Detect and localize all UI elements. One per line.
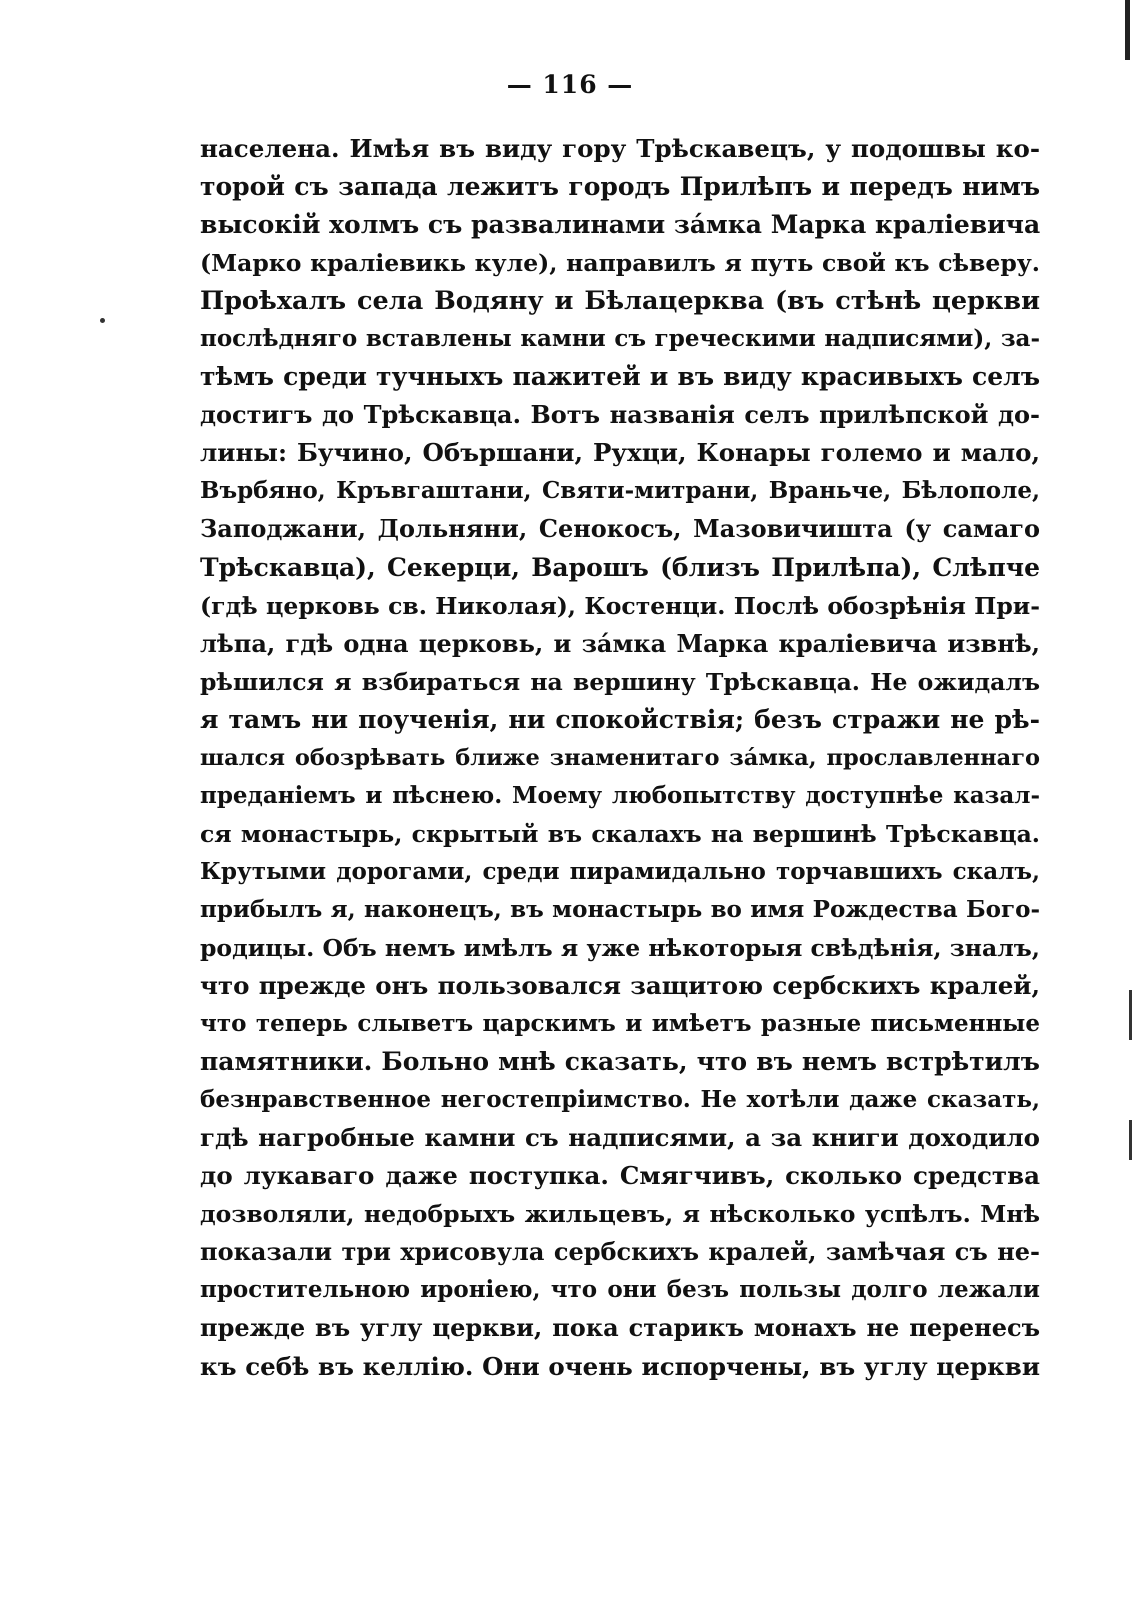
page-number: — 116 — (506, 70, 634, 99)
scan-edge-mark (1129, 1120, 1132, 1160)
text-line: что прежде онъ пользовался защитою сербскихъ кралей, (200, 971, 1040, 1001)
text-line: рѣшился я взбираться на вершину Трѣскавца. Не ожидалъ (200, 667, 1040, 696)
text-line: населена. Имѣя въ виду гору Трѣскавецъ, у подошвы ко- (200, 134, 1040, 163)
text-line: шался обозрѣвать ближе знаменитаго зáмка, прославленнаго (200, 744, 1040, 771)
text-line: безнравственное негостепріимство. Не хотѣли даже сказать, (200, 1086, 1040, 1114)
text-line: простительною ироніею, что они безъ пользы долго лежали (200, 1276, 1040, 1304)
text-line: показали три хрисовула сербскихъ кралей, замѣчая съ не- (200, 1237, 1040, 1267)
text-line: Заподжани, Дольняни, Сенокосъ, Мазовичишта (у самаго (200, 514, 1040, 544)
text-line: дозволяли, недобрыхъ жильцевъ, я нѣсколько успѣлъ. Мнѣ (200, 1200, 1040, 1229)
text-line: Трѣскавца), Секерци, Варошъ (близъ Прилѣпа), Слѣпче (200, 552, 1040, 582)
text-line: преданіемъ и пѣснею. Моему любопытству доступнѣе казал- (200, 781, 1040, 809)
text-line: Върбяно, Кръвгаштани, Святи-митрани, Враньче, Бѣлополе, (200, 477, 1040, 505)
text-line: торой съ запада лежитъ городъ Прилѣпъ и передъ нимъ (200, 172, 1040, 202)
text-line: (гдѣ церковь св. Николая), Костенци. Послѣ обозрѣнія При- (200, 591, 1040, 620)
text-line: достигъ до Трѣскавца. Вотъ названія селъ прилѣпской до- (200, 400, 1040, 430)
text-line: до лукаваго даже поступка. Смягчивъ, сколько средства (200, 1161, 1040, 1191)
text-line: прибылъ я, наконецъ, въ монастырь во имя Рождества Бого- (200, 895, 1040, 923)
scan-edge-mark (1125, 0, 1130, 60)
text-line: что теперь слыветъ царскимъ и имѣетъ разные письменные (200, 1010, 1040, 1038)
text-line: лины: Бучино, Обършани, Рухци, Конары големо и мало, (200, 438, 1040, 468)
text-line: памятники. Больно мнѣ сказать, что въ немъ встрѣтилъ (200, 1047, 1040, 1077)
text-line: къ себѣ въ келлію. Они очень испорчены, въ углу церкви (200, 1351, 1040, 1381)
text-line: прежде въ углу церкви, пока старикъ монахъ не перенесъ (200, 1313, 1040, 1343)
body-text (200, 130, 1040, 1386)
text-line: Крутыми дорогами, среди пирамидально торчавшихъ скалъ, (200, 857, 1040, 885)
text-line: гдѣ нагробные камни съ надписями, а за книги доходило (200, 1123, 1040, 1153)
scan-speck (100, 318, 105, 323)
text-line: лѣпа, гдѣ одна церковь, и зáмка Марка краліевича извнѣ, (200, 628, 1040, 658)
text-line: Проѣхалъ села Водяну и Бѣлацерква (въ стѣнѣ церкви (200, 286, 1040, 317)
scan-edge-mark (1129, 990, 1132, 1040)
text-line: ся монастырь, скрытый въ скалахъ на вершинѣ Трѣскавца. (200, 819, 1040, 848)
text-line: я тамъ ни поученія, ни спокойствія; безъ стражи не рѣ- (200, 704, 1040, 734)
text-line: родицы. Объ немъ имѣлъ я уже нѣкоторыя свѣдѣнія, зналъ, (200, 933, 1040, 962)
text-line: послѣдняго вставлены камни съ греческими надписями), за- (200, 325, 1040, 353)
text-line: (Марко краліевикь куле), направилъ я путь свой къ сѣверу. (200, 249, 1040, 278)
text-line: высокій холмъ съ развалинами зáмка Марка краліевича (200, 210, 1041, 240)
text-line: тѣмъ среди тучныхъ пажитей и въ виду красивыхъ селъ (200, 362, 1040, 392)
